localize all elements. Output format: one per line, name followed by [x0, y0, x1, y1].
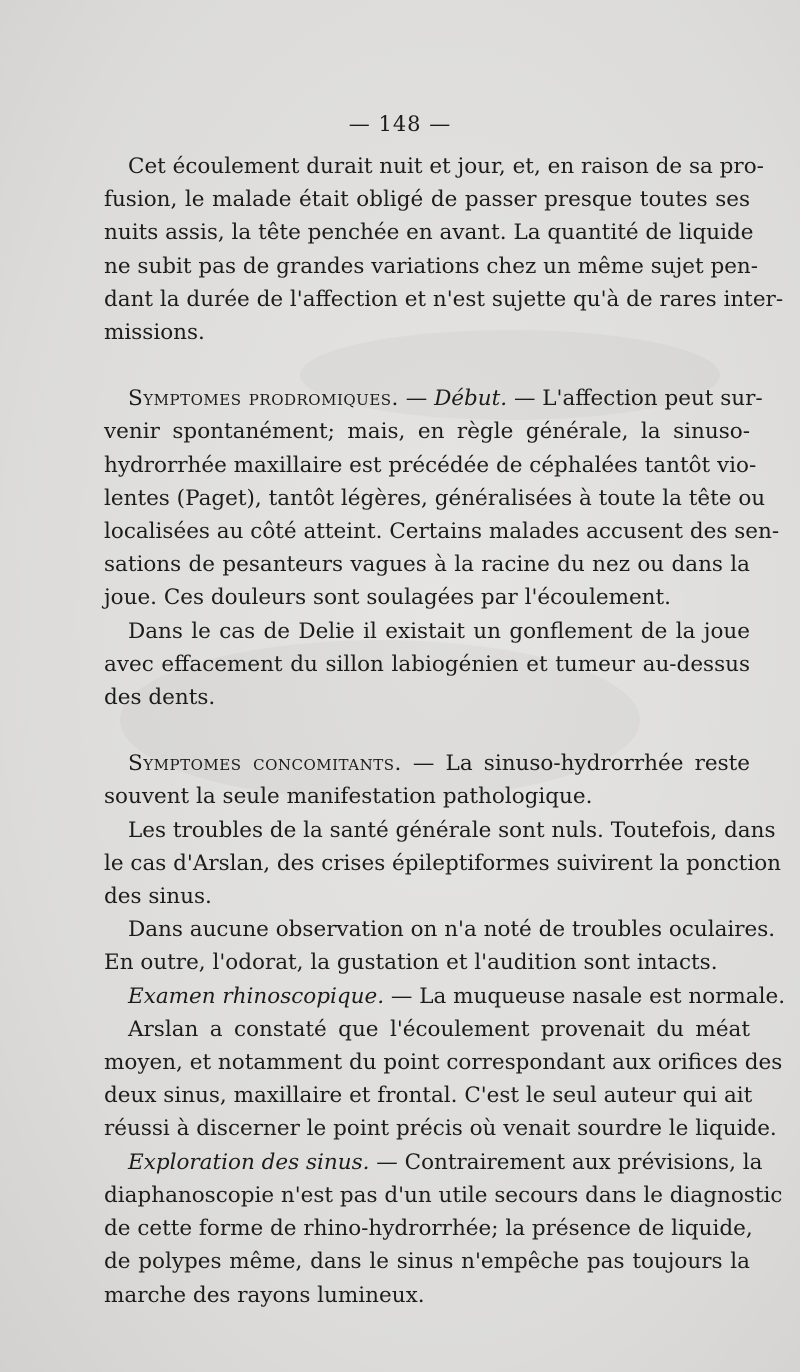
page-number: — 148 —	[348, 112, 452, 136]
text-line: Les troubles de la santé générale sont nuls. Toutefois, dans	[128, 817, 776, 843]
text-line: hydrorrhée maxillaire est précédée de céphalées tantôt vio-	[104, 452, 757, 478]
text-line: souvent la seule manifestation pathologique.	[104, 784, 593, 810]
text-line: réussi à discerner le point précis où venait sourdre le liquide.	[104, 1116, 777, 1142]
text-line: des sinus.	[104, 884, 212, 910]
text-line: fusion, le malade était obligé de passer presque toutes ses	[104, 187, 750, 213]
section-heading-prodromiques: Symptomes prodromiques.	[128, 386, 399, 412]
text-run: — L'affection peut sur-	[507, 386, 763, 412]
subheading-exploration: Exploration des sinus.	[128, 1149, 370, 1175]
text-line: Dans aucune observation on n'a noté de troubles oculaires.	[128, 917, 776, 943]
text-line: Arslan a constaté que l'écoulement provenait du méat	[128, 1016, 750, 1042]
text-line: de polypes même, dans le sinus n'empêche pas toujours la	[104, 1249, 750, 1275]
text-line: ne subit pas de grandes variations chez un même sujet pen-	[104, 253, 759, 279]
text-run: — Contrairement aux prévisions, la	[369, 1149, 763, 1175]
text-line: des dents.	[104, 685, 216, 711]
text-line: nuits assis, la tête penchée en avant. La quantité de liquide	[104, 220, 754, 246]
text-line: Dans le cas de Delie il existait un gonflement de la joue	[128, 618, 750, 644]
section-heading-line	[104, 382, 763, 415]
text-line: lentes (Paget), tantôt légères, généralisées à toute la tête ou	[104, 485, 766, 511]
text-run: — La muqueuse nasale est normale.	[384, 983, 786, 1009]
text-line: le cas d'Arslan, des crises épileptiformes suivirent la ponction	[104, 850, 781, 876]
text-run: — La sinuso-hydrorrhée reste	[401, 751, 750, 777]
text-line: venir spontanément; mais, en règle générale, la sinuso-	[104, 419, 750, 445]
text-line: localisées au côté atteint. Certains malades accusent des sen-	[104, 519, 780, 545]
heading-dash: —	[398, 386, 435, 412]
text-line: En outre, l'odorat, la gustation et l'audition sont intacts.	[104, 950, 718, 976]
body-text	[104, 150, 786, 1312]
text-line: deux sinus, maxillaire et frontal. C'est le seul auteur qui ait	[104, 1083, 753, 1109]
section-heading-line	[104, 747, 750, 780]
paragraph-gap	[104, 714, 750, 747]
text-line: Cet écoulement durait nuit et jour, et, en raison de sa pro-	[128, 154, 764, 179]
text-line: avec effacement du sillon labiogénien et tumeur au-dessus	[104, 651, 750, 677]
text-line: de cette forme de rhino-hydrorrhée; la présence de liquide,	[104, 1216, 753, 1242]
subheading-examen: Examen rhinoscopique.	[128, 983, 385, 1009]
section-heading-concomitants: Symptomes concomitants.	[128, 751, 402, 777]
text-line: marche des rayons lumineux.	[104, 1282, 425, 1308]
text-line: diaphanoscopie n'est pas d'un utile secours dans le diagnostic	[104, 1182, 783, 1208]
text-line: dant la durée de l'affection et n'est sujette qu'à de rares inter-	[104, 286, 784, 312]
exploration-line	[104, 1146, 763, 1179]
text-line: sations de pesanteurs vagues à la racine du nez ou dans la	[104, 552, 750, 578]
text-line: moyen, et notamment du point correspondant aux orifices des	[104, 1050, 783, 1076]
paragraph-gap	[104, 349, 750, 382]
exam-line	[104, 980, 786, 1013]
text-line: joue. Ces douleurs sont soulagées par l'écoulement.	[104, 585, 671, 611]
subheading-debut: Début.	[434, 386, 508, 412]
text-line: missions.	[104, 320, 205, 346]
